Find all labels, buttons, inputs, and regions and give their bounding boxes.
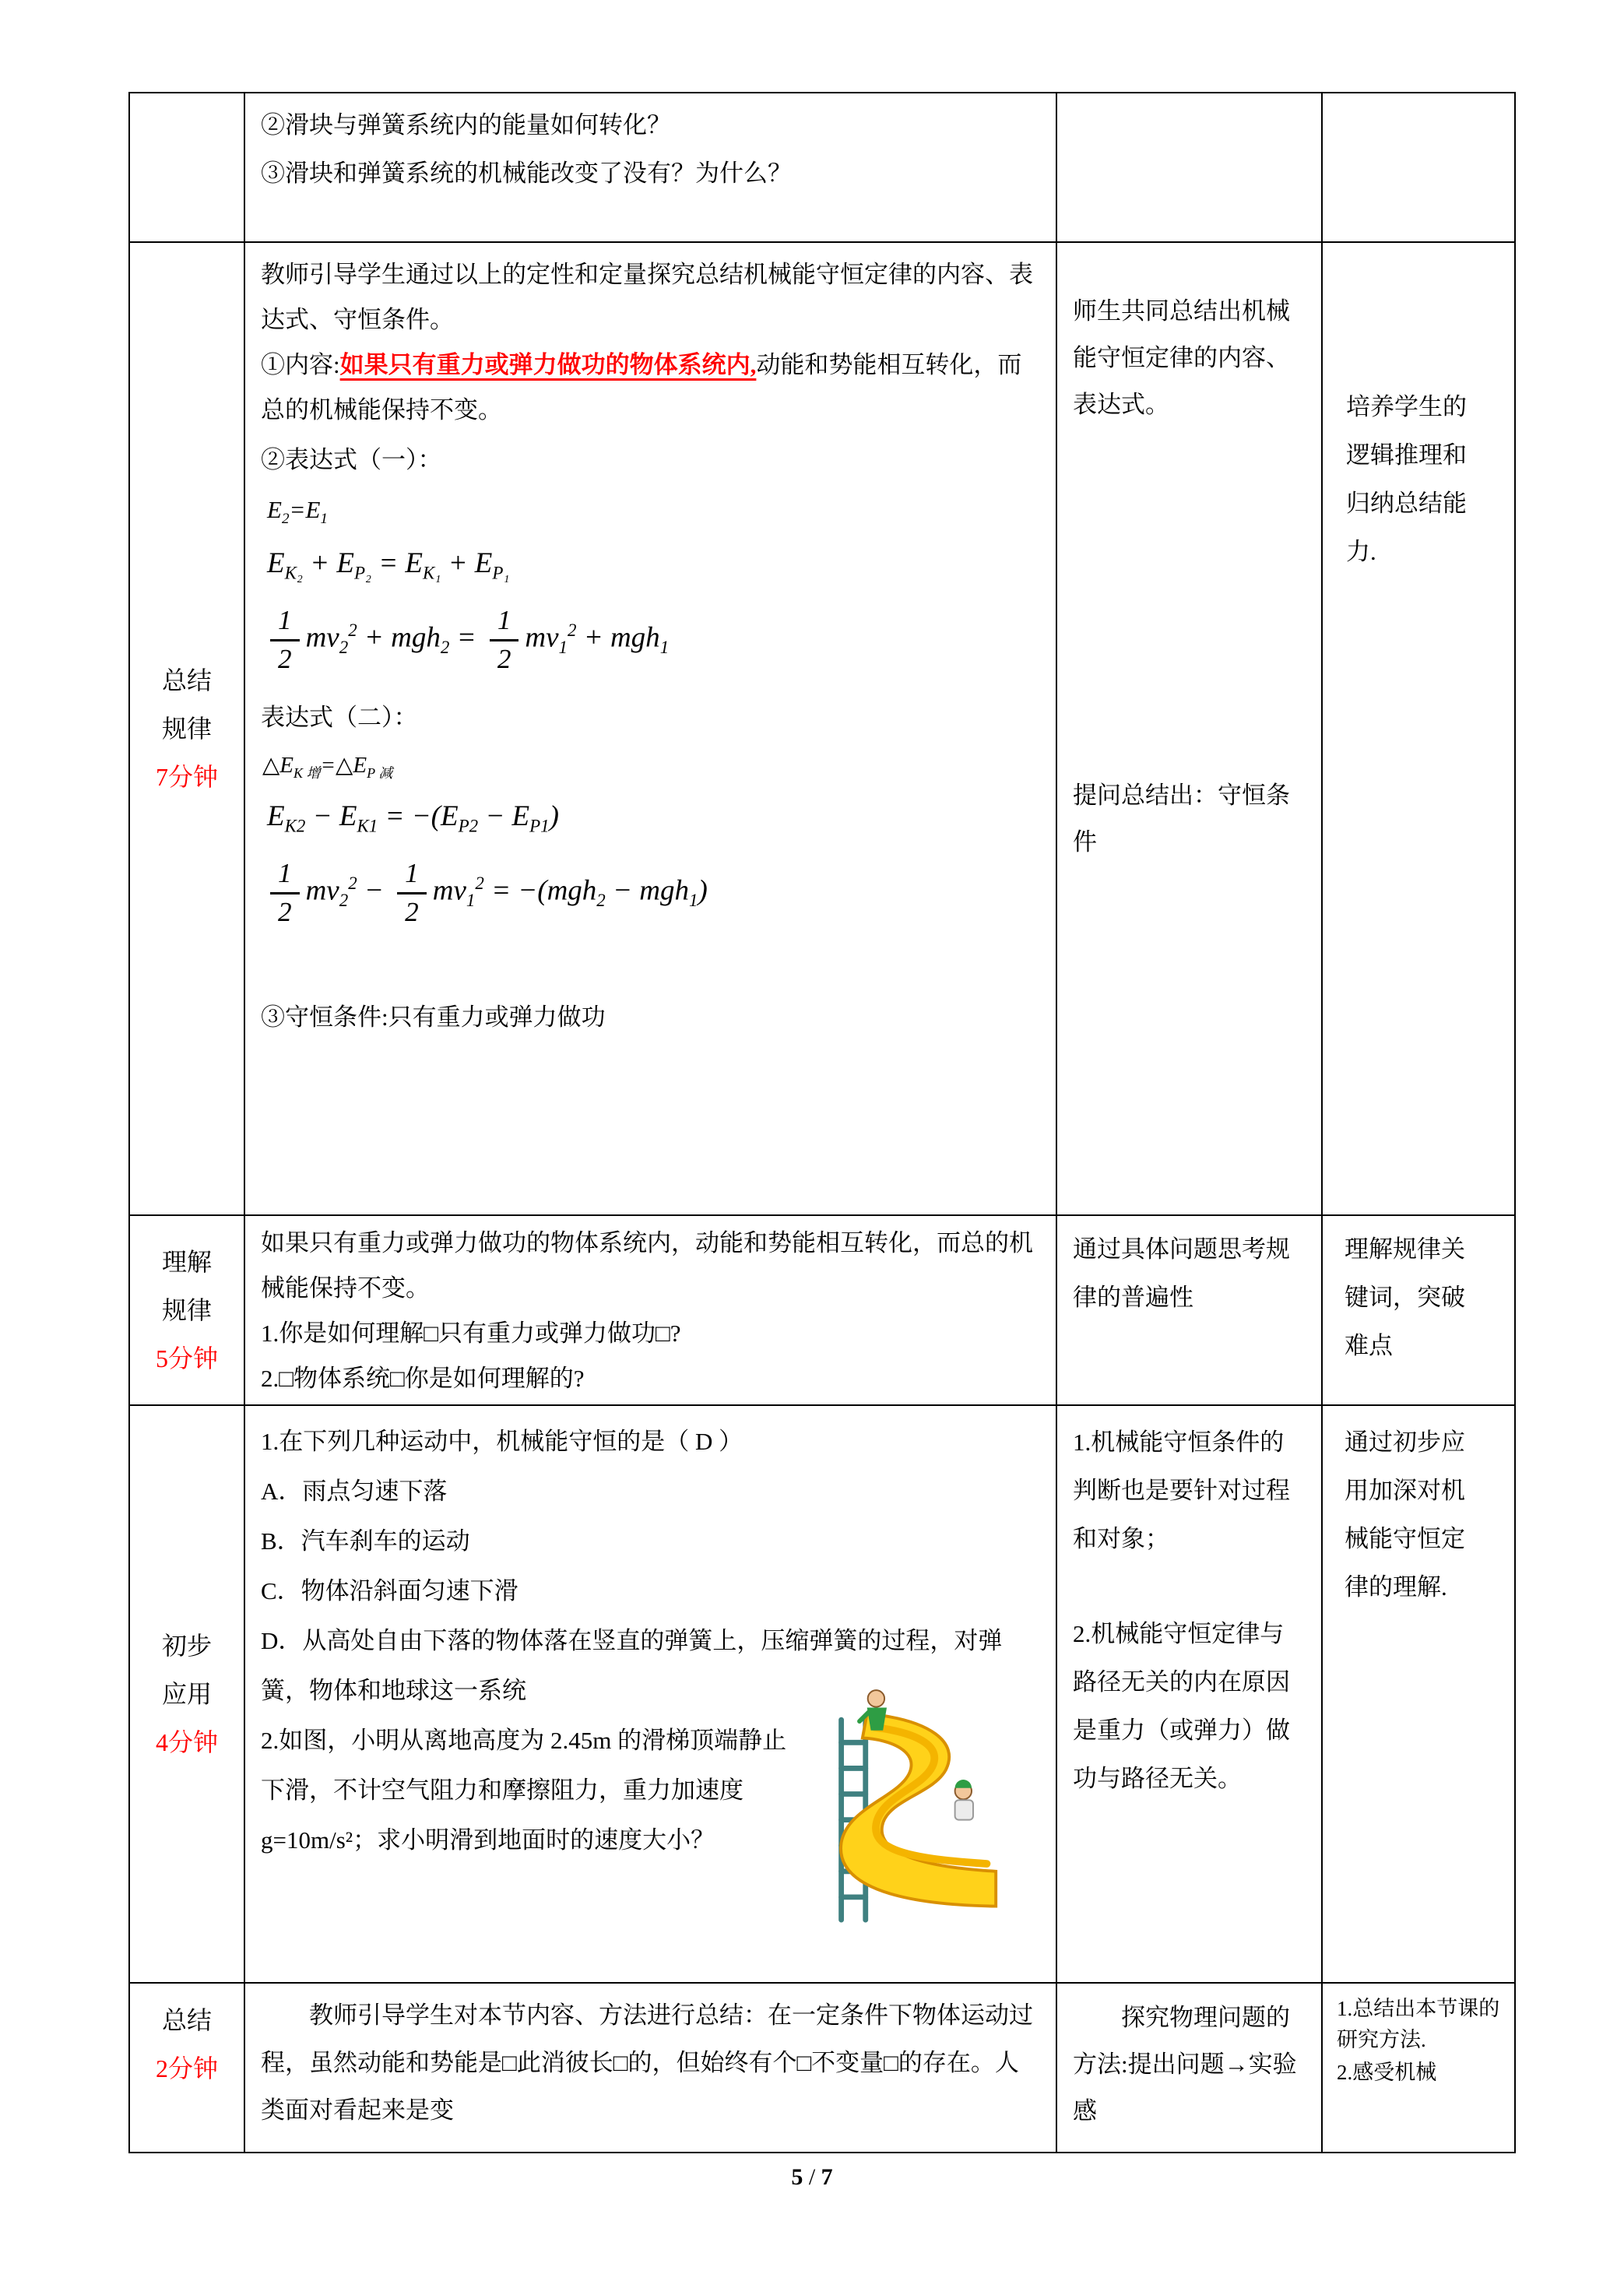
- formula-kinetic-potential-sum: $E_{K_2} + E_{P_2} = E_{K_1} + E_{P_1}$: [267, 547, 510, 583]
- page-current: 5: [791, 2164, 803, 2190]
- stage-summarize-rules: [130, 243, 245, 1216]
- content-definition: [261, 343, 1040, 433]
- stage-label-line1: 总结: [161, 666, 212, 694]
- cell-summary-content: [245, 243, 1057, 1216]
- option-b: B．汽车刹车的运动: [261, 1527, 470, 1555]
- cell-final-summary-activity: [1057, 1984, 1323, 2153]
- stage-label-line2: 应用: [161, 1680, 212, 1708]
- intent-keywords: 理解规律关键词，突破难点: [1345, 1235, 1465, 1359]
- stage-label-line1: 初步: [161, 1632, 212, 1660]
- cell-r1-content: [245, 93, 1057, 243]
- cell-final-summary-intent: [1323, 1984, 1516, 2153]
- cell-application-activity: [1057, 1406, 1323, 1984]
- cell-r1-intent-empty: [1323, 93, 1516, 243]
- content-rest: 动能和势能相互转化，而总的机械能保持不变。: [261, 351, 1022, 424]
- formula-half-mv-mgh-equation: $\frac{1}{2}$ $mv_2^2 + mgh_2$ = $\frac{1}{2}$ $mv_1^2 + mgh_1$: [264, 605, 1040, 675]
- stage-label-line1: 总结: [161, 2006, 212, 2034]
- exercise-1-question: 1.在下列几种运动中，机械能守恒的是（ D ）: [261, 1428, 743, 1455]
- option-a: A．雨点匀速下落: [261, 1478, 448, 1505]
- final-summary-text: 教师引导学生对本节内容、方法进行总结：在一定条件下物体运动过程，虽然动能和势能是□此消彼长□的，但始终有个□不变量□的存在。人类面对看起来是变: [261, 2002, 1033, 2124]
- stage-time: 4分钟: [155, 1728, 218, 1756]
- activity-joint-summary: 师生共同总结出机械能守恒定律的内容、表达式。: [1073, 297, 1290, 418]
- formula-ek-difference: $E_{K2} - E_{K1} = -(E_{P2} - E_{P1})$: [267, 800, 559, 836]
- cell-summary-intent: [1323, 243, 1516, 1216]
- stage-time: 2分钟: [155, 2054, 218, 2082]
- cell-understand-content: [245, 1216, 1057, 1406]
- stage-initial-application: [130, 1406, 245, 1984]
- conservation-condition-item: ③守恒条件:只有重力或弹力做功: [261, 1003, 606, 1032]
- expression2-label: 表达式（二）：: [261, 704, 418, 732]
- note-judgment-process: 1.机械能守恒条件的判断也是要针对过程和对象；: [1073, 1429, 1290, 1552]
- slide-illustration: [802, 1680, 1029, 1937]
- lesson-plan-table: [128, 92, 1516, 2153]
- cell-summary-activity: [1057, 243, 1323, 1216]
- stage-label-line1: 理解: [161, 1248, 212, 1276]
- intent-logic-induction: 培养学生的逻辑推理和归纳总结能力.: [1346, 393, 1467, 565]
- understand-question-2: 2.□物体系统□你是如何理解的?: [261, 1365, 585, 1392]
- formula-e2-equals-e1: $E_2=E_1$: [267, 496, 329, 528]
- inquiry-method-text: 探究物理问题的方法:提出问题→实验感: [1073, 2004, 1297, 2125]
- cell-final-summary-content: [245, 1984, 1057, 2153]
- law-statement: 如果只有重力或弹力做功的物体系统内，动能和势能相互转化，而总的机械能保持不变。: [261, 1229, 1033, 1302]
- page-separator: /: [808, 2164, 816, 2190]
- page-number: [0, 2164, 1624, 2191]
- content-prefix: ①内容:: [261, 351, 340, 378]
- intent-deepen-understanding: 通过初步应用加深对机械能守恒定律的理解.: [1345, 1429, 1465, 1601]
- stage-label-line2: 规律: [161, 1296, 212, 1324]
- intent-feel-mechanics: 2.感受机械: [1337, 2061, 1437, 2084]
- note-path-independence: 2.机械能守恒定律与路径无关的内在原因是重力（或弹力）做功与路径无关。: [1073, 1620, 1290, 1792]
- activity-question-summary: 提问总结出：守恒条件: [1073, 782, 1290, 856]
- page-total: 7: [821, 2164, 833, 2190]
- stage-time: 7分钟: [155, 763, 218, 791]
- stage-understand-rules: [130, 1216, 245, 1406]
- cell-r1-stage-empty: [130, 93, 245, 243]
- question-mech-energy-change: ③滑块和弹簧系统的机械能改变了没有？为什么？: [261, 160, 792, 187]
- option-d: D．从高处自由下落的物体落在竖直的弹簧上，压缩弹簧的过程，对弹簧，物体和地球这一系统: [261, 1627, 1003, 1704]
- stage-final-summary: [130, 1984, 245, 2153]
- intent-research-method: 1.总结出本节课的研究方法.: [1337, 1997, 1500, 2051]
- cell-r1-activity-empty: [1057, 93, 1323, 243]
- cell-understand-activity: [1057, 1216, 1323, 1406]
- stage-time: 5分钟: [155, 1344, 218, 1372]
- cell-understand-intent: [1323, 1216, 1516, 1406]
- understand-question-1: 1.你是如何理解□只有重力或弹力做功□?: [261, 1320, 681, 1347]
- conservation-condition-highlight: 如果只有重力或弹力做功的物体系统内,: [339, 351, 757, 378]
- formula-delta-ek-ep: $\triangle E_{K 增}=\triangle E_{P 减}$: [262, 753, 393, 781]
- formula-half-mv-difference: $\frac{1}{2}$ $mv_2^2$ − $\frac{1}{2}$ $mv_1^2 = -(mgh_2 - mgh_1)$: [264, 858, 1040, 928]
- summary-intro: 教师引导学生通过以上的定性和定量探究总结机械能守恒定律的内容、表达式、守恒条件。: [261, 261, 1033, 333]
- question-energy-transform: ②滑块与弹簧系统内的能量如何转化？: [261, 111, 671, 139]
- activity-universality: 通过具体问题思考规律的普遍性: [1073, 1235, 1290, 1311]
- expression1-label: ②表达式（一）：: [261, 446, 442, 473]
- cell-application-intent: [1323, 1406, 1516, 1984]
- stage-label-line2: 规律: [161, 715, 212, 743]
- child-sliding: [955, 1780, 973, 1820]
- option-c: C．物体沿斜面匀速下滑: [261, 1577, 518, 1604]
- exercise-2-question: 2.如图，小明从离地高度为 2.45m 的滑梯顶端静止下滑，不计空气阻力和摩擦阻力，重力加速度 g=10m/s²；求小明滑到地面时的速度大小？: [261, 1727, 787, 1854]
- cell-application-content: [245, 1406, 1057, 1984]
